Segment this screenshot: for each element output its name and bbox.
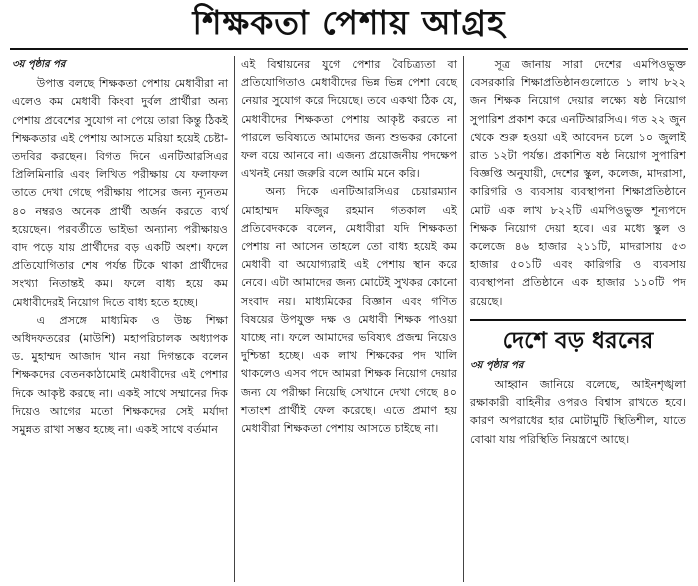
headline-rule — [10, 48, 688, 50]
paragraph: এ প্রসঙ্গে মাধ্যমিক ও উচ্চ শিক্ষা অধিদফতরের (মাউশি) মহাপরিচালক অধ্যাপক ড. মুহাম্মদ আজাদ খান নয়া দিগন্তকে বলেন শিক্ষকদের বেতনকাঠামোই মেধাবীদের এই পেশার দিকে আকৃষ্ট করছে না। একই সাথে সম্মানের দিক দিয়েও আগের মতো শিক্ষকদের সেই মর্যাদা সমুন্নত রাখা সম্ভব হচ্ছে না। একই সাথে বর্তমান — [12, 313, 228, 437]
paragraph: আহ্বান জানিয়ে বলেছে, আইনশৃঙ্খলা রক্ষাকারী বাহিনীর ওপরও বিশ্বাস রাখতে হবে। কারণ অপরাধের হার মোটামুটি স্থিতিশীল, যাতে বোঝা যায় পরিস্থিতি নিয়ন্ত্রণে আছে। — [470, 378, 686, 446]
article-columns — [6, 56, 692, 582]
second-article-headline: দেশে বড় ধরনের — [502, 327, 654, 354]
section-divider — [470, 319, 686, 321]
column-2 — [234, 56, 463, 582]
column-1 — [6, 56, 234, 582]
paragraph: সূত্র জানায় সারা দেশের এমপিওভুক্ত বেসরকারি শিক্ষাপ্রতিষ্ঠানগুলোতে ১ লাখ ৮২২ জন শিক্ষক নিয়োগ দেয়ার লক্ষ্যে ষষ্ঠ নিয়োগ সুপারিশ প্রকাশ করে এনটিআরসিএ। গত ২২ জুন থেকে শুরু হওয়া এই আবেদন চলে ১০ জুলাই রাত ১২টা পর্যন্ত। প্রকাশিত ষষ্ঠ নিয়োগ সুপারিশ বিজ্ঞপ্তি অনুযায়ী, দেশের স্কুল, কলেজ, মাদরাসা, কারিগরি ও ব্যবসায় ব্যবস্থাপনা শিক্ষাপ্রতিষ্ঠানে মোট এক লাখ ৮২২টি এমপিওভুক্ত শূন্যপদে শিক্ষক নিয়োগ দেয়া হবে। এর মধ্যে স্কুল ও কলেজে ৪৬ হাজার ২১১টি, মাদরাসায় ৫৩ হাজার ৫০১টি এবং কারিগরি ও ব্যবসায় ব্যবস্থাপনা প্রতিষ্ঠানে এক হাজার ১১০টি পদ রয়েছে। — [470, 58, 686, 308]
column-3 — [463, 56, 692, 582]
continued-from-label: ৩য় পৃষ্ঠার পর — [12, 59, 66, 70]
paragraph: অন্য দিকে এনটিআরসিএর চেয়ারম্যান মোহাম্মদ মফিজুর রহমান গতকাল এই প্রতিবেদককে বলেন, মেধাবীরা যদি শিক্ষকতা পেশায় না আসেন তাহলে তো বাধ্য হয়েই কম মেধাবী বা অযোগ্যরাই এই পেশায় স্থান করে নেবে। এটা আমাদের জন্য মোটেই সুখকর কোনো সংবাদ নয়। মাধ্যমিকের বিজ্ঞান এবং গণিত বিষয়ের উপযুক্ত দক্ষ ও মেধাবী শিক্ষক পাওয়া যাচ্ছে না। ফলে আমাদের ভবিষ্যৎ প্রজন্ম নিয়েও দুশ্চিন্তা হচ্ছে। এক লাখ শিক্ষকের পদ খালি থাকলেও এসব পদে আমরা শিক্ষক নিয়োগ দেয়ার জন্য যে পরীক্ষা নিয়েছি সেখানে দেখা গেছে ৪০ শতাংশ প্রার্থীই ফেল করেছে। এতে প্রমাণ হয় মেধাবীরা শিক্ষকতা পেশায় আসতে চাইছে না। — [241, 185, 457, 436]
paragraph: উপাত্ত বলছে শিক্ষকতা পেশায় মেধাবীরা না এলেও কম মেধাবী কিংবা দুর্বল প্রার্থীরা অন্য পেশায় প্রবেশের সুযোগ না পেয়ে তারা কিন্তু ঠিকই শিক্ষকতার এই পেশায় আসতে মরিয়া হয়েই চেষ্টা-তদবির করছেন। বিগত দিনে এনটিআরসিএর প্রিলিমিনারি এবং লিখিত পরীক্ষায় যে ফলাফল তাতে দেখা গেছে পরীক্ষায় পাসের জন্য ন্যূনতম ৪০ নম্বরও অনেক প্রার্থী অর্জন করতে ব্যর্থ হয়েছেন। পরবর্তীতে ভাইভা অন্যান্য পরীক্ষায়ও বাদ পড়ে যায় প্রার্থীদের বড় একটি অংশ। ফলে প্রতিযোগিতার শেষ পর্যন্ত টিকে থাকা প্রার্থীদের সংখ্যা নিতান্তই কম। ফলে বাধ্য হয়ে কম মেধাবীদেরই নিয়োগ দিতে বাধ্য হতে হচ্ছে। — [12, 77, 228, 309]
article-headline: শিক্ষকতা পেশায় আগ্রহ — [192, 3, 506, 42]
paragraph: এই বিশ্বায়নের যুগে পেশার বৈচিত্র্যতা বা প্রতিযোগিতাও মেধাবীদের ভিন্ন ভিন্ন পেশা বেছে নেয়ার সুযোগ করে দিয়েছে। তবে একথা ঠিক যে, মেধাবীদের শিক্ষকতা পেশায় আকৃষ্ট করতে না পারলে ভবিষ্যতে আমাদের জন্য শুভকর কোনো ফল বয়ে আনবে না। এজন্য প্রয়োজনীয় পদক্ষেপ এখনই নেয়া জরুরি বলে আমি মনে করি। — [241, 58, 457, 181]
continued-from-label: ৩য় পৃষ্ঠার পর — [470, 359, 524, 371]
